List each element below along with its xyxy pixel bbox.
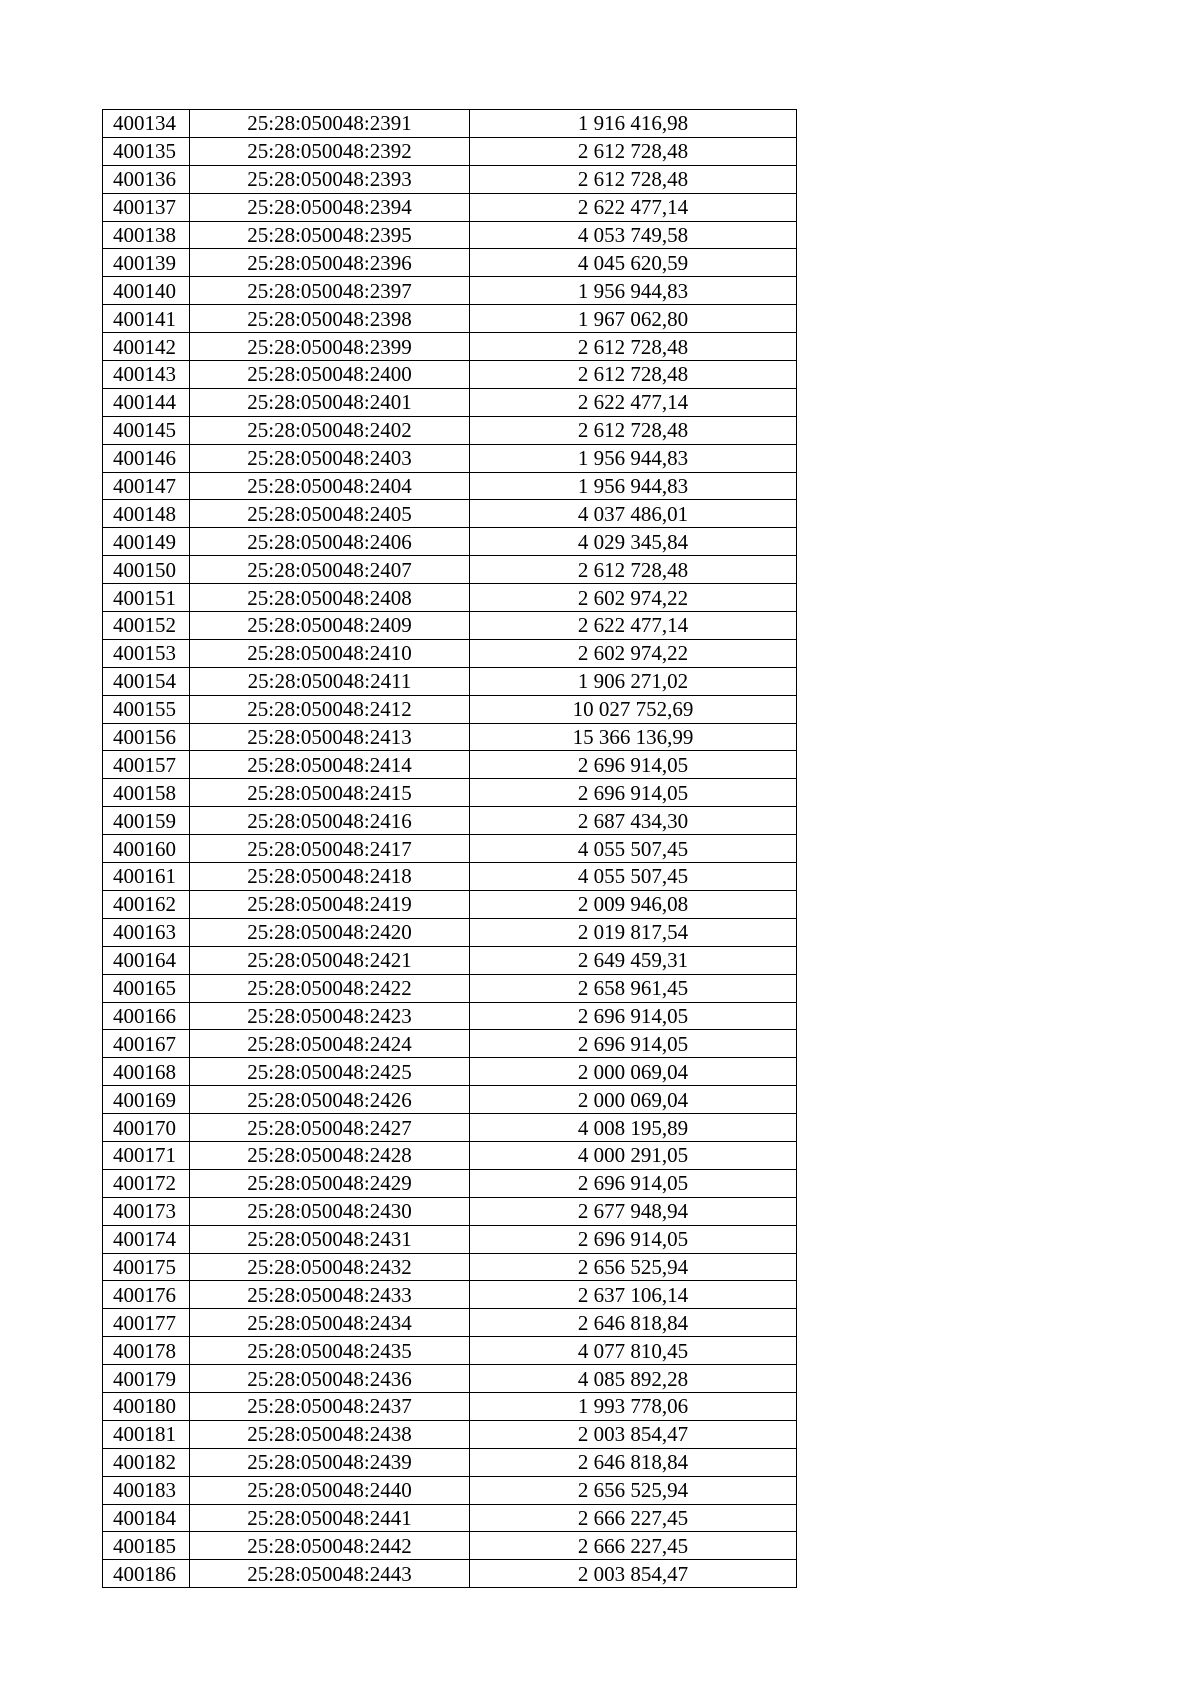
cadastral-value-cell: 2 646 818,84 bbox=[470, 1309, 797, 1337]
row-number-cell: 400141 bbox=[103, 305, 190, 333]
cadastral-number-cell: 25:28:050048:2439 bbox=[190, 1448, 470, 1476]
row-number-cell: 400166 bbox=[103, 1002, 190, 1030]
cadastral-value-cell: 2 677 948,94 bbox=[470, 1197, 797, 1225]
row-number-cell: 400140 bbox=[103, 277, 190, 305]
table-row bbox=[103, 444, 797, 472]
row-number-cell: 400177 bbox=[103, 1309, 190, 1337]
cadastral-number-cell: 25:28:050048:2409 bbox=[190, 612, 470, 640]
cadastral-number-cell: 25:28:050048:2432 bbox=[190, 1253, 470, 1281]
row-number-cell: 400169 bbox=[103, 1086, 190, 1114]
cadastral-number-cell: 25:28:050048:2443 bbox=[190, 1560, 470, 1588]
table-row bbox=[103, 863, 797, 891]
cadastral-number-cell: 25:28:050048:2434 bbox=[190, 1309, 470, 1337]
cadastral-value-cell: 2 003 854,47 bbox=[470, 1420, 797, 1448]
row-number-cell: 400145 bbox=[103, 416, 190, 444]
table-row bbox=[103, 110, 797, 138]
cadastral-number-cell: 25:28:050048:2402 bbox=[190, 416, 470, 444]
cadastral-number-cell: 25:28:050048:2413 bbox=[190, 723, 470, 751]
row-number-cell: 400146 bbox=[103, 444, 190, 472]
row-number-cell: 400176 bbox=[103, 1281, 190, 1309]
cadastral-value-cell: 4 008 195,89 bbox=[470, 1114, 797, 1142]
row-number-cell: 400139 bbox=[103, 249, 190, 277]
cadastral-value-cell: 1 916 416,98 bbox=[470, 110, 797, 138]
cadastral-value-cell: 2 612 728,48 bbox=[470, 165, 797, 193]
row-number-cell: 400160 bbox=[103, 835, 190, 863]
cadastral-value-cell: 4 085 892,28 bbox=[470, 1365, 797, 1393]
row-number-cell: 400135 bbox=[103, 137, 190, 165]
cadastral-number-cell: 25:28:050048:2422 bbox=[190, 974, 470, 1002]
cadastral-value-cell: 1 956 944,83 bbox=[470, 444, 797, 472]
table-row bbox=[103, 974, 797, 1002]
table-row bbox=[103, 333, 797, 361]
cadastral-value-cell: 2 649 459,31 bbox=[470, 946, 797, 974]
cadastral-number-cell: 25:28:050048:2391 bbox=[190, 110, 470, 138]
table-row bbox=[103, 1560, 797, 1588]
cadastral-number-cell: 25:28:050048:2408 bbox=[190, 584, 470, 612]
row-number-cell: 400184 bbox=[103, 1504, 190, 1532]
table-row bbox=[103, 695, 797, 723]
table-row bbox=[103, 612, 797, 640]
table-row bbox=[103, 249, 797, 277]
cadastral-value-cell: 1 993 778,06 bbox=[470, 1392, 797, 1420]
row-number-cell: 400163 bbox=[103, 918, 190, 946]
row-number-cell: 400134 bbox=[103, 110, 190, 138]
row-number-cell: 400175 bbox=[103, 1253, 190, 1281]
cadastral-number-cell: 25:28:050048:2423 bbox=[190, 1002, 470, 1030]
cadastral-value-cell: 1 906 271,02 bbox=[470, 667, 797, 695]
table-row bbox=[103, 639, 797, 667]
row-number-cell: 400186 bbox=[103, 1560, 190, 1588]
row-number-cell: 400173 bbox=[103, 1197, 190, 1225]
cadastral-value-cell: 2 602 974,22 bbox=[470, 639, 797, 667]
cadastral-value-cell: 2 009 946,08 bbox=[470, 890, 797, 918]
cadastral-number-cell: 25:28:050048:2419 bbox=[190, 890, 470, 918]
table-row bbox=[103, 1225, 797, 1253]
cadastral-number-cell: 25:28:050048:2398 bbox=[190, 305, 470, 333]
table-row bbox=[103, 416, 797, 444]
row-number-cell: 400179 bbox=[103, 1365, 190, 1393]
cadastral-value-cell: 2 612 728,48 bbox=[470, 556, 797, 584]
cadastral-value-cell: 2 696 914,05 bbox=[470, 1002, 797, 1030]
cadastral-number-cell: 25:28:050048:2394 bbox=[190, 193, 470, 221]
row-number-cell: 400147 bbox=[103, 472, 190, 500]
cadastral-value-cell: 2 658 961,45 bbox=[470, 974, 797, 1002]
cadastral-number-cell: 25:28:050048:2435 bbox=[190, 1337, 470, 1365]
table-row bbox=[103, 1392, 797, 1420]
cadastral-number-cell: 25:28:050048:2420 bbox=[190, 918, 470, 946]
table-row bbox=[103, 835, 797, 863]
cadastral-value-cell: 2 696 914,05 bbox=[470, 779, 797, 807]
cadastral-value-cell: 2 019 817,54 bbox=[470, 918, 797, 946]
cadastral-number-cell: 25:28:050048:2407 bbox=[190, 556, 470, 584]
table-row bbox=[103, 1114, 797, 1142]
table-row bbox=[103, 751, 797, 779]
row-number-cell: 400149 bbox=[103, 528, 190, 556]
cadastral-number-cell: 25:28:050048:2421 bbox=[190, 946, 470, 974]
row-number-cell: 400172 bbox=[103, 1169, 190, 1197]
row-number-cell: 400178 bbox=[103, 1337, 190, 1365]
table-row bbox=[103, 1141, 797, 1169]
cadastral-value-cell: 2 696 914,05 bbox=[470, 1169, 797, 1197]
table-row bbox=[103, 1476, 797, 1504]
table-row bbox=[103, 528, 797, 556]
row-number-cell: 400148 bbox=[103, 500, 190, 528]
table-row bbox=[103, 1281, 797, 1309]
cadastral-number-cell: 25:28:050048:2392 bbox=[190, 137, 470, 165]
cadastral-number-cell: 25:28:050048:2437 bbox=[190, 1392, 470, 1420]
row-number-cell: 400152 bbox=[103, 612, 190, 640]
cadastral-value-cell: 4 077 810,45 bbox=[470, 1337, 797, 1365]
row-number-cell: 400136 bbox=[103, 165, 190, 193]
table-row bbox=[103, 1169, 797, 1197]
cadastral-value-cell: 2 612 728,48 bbox=[470, 333, 797, 361]
cadastral-value-cell: 2 003 854,47 bbox=[470, 1560, 797, 1588]
table-row bbox=[103, 1309, 797, 1337]
cadastral-value-cell: 2 666 227,45 bbox=[470, 1532, 797, 1560]
table-row bbox=[103, 1504, 797, 1532]
row-number-cell: 400158 bbox=[103, 779, 190, 807]
table-body bbox=[103, 110, 797, 1588]
cadastral-value-cell: 2 656 525,94 bbox=[470, 1253, 797, 1281]
table-row bbox=[103, 193, 797, 221]
table-row bbox=[103, 1420, 797, 1448]
cadastral-number-cell: 25:28:050048:2396 bbox=[190, 249, 470, 277]
cadastral-number-cell: 25:28:050048:2401 bbox=[190, 388, 470, 416]
cadastral-value-cell: 10 027 752,69 bbox=[470, 695, 797, 723]
cadastral-number-cell: 25:28:050048:2397 bbox=[190, 277, 470, 305]
row-number-cell: 400157 bbox=[103, 751, 190, 779]
cadastral-value-cell: 2 646 818,84 bbox=[470, 1448, 797, 1476]
cadastral-value-cell: 4 029 345,84 bbox=[470, 528, 797, 556]
row-number-cell: 400162 bbox=[103, 890, 190, 918]
row-number-cell: 400170 bbox=[103, 1114, 190, 1142]
cadastral-number-cell: 25:28:050048:2436 bbox=[190, 1365, 470, 1393]
cadastral-number-cell: 25:28:050048:2431 bbox=[190, 1225, 470, 1253]
cadastral-number-cell: 25:28:050048:2412 bbox=[190, 695, 470, 723]
cadastral-number-cell: 25:28:050048:2428 bbox=[190, 1141, 470, 1169]
row-number-cell: 400161 bbox=[103, 863, 190, 891]
row-number-cell: 400180 bbox=[103, 1392, 190, 1420]
cadastral-value-cell: 1 956 944,83 bbox=[470, 277, 797, 305]
cadastral-number-cell: 25:28:050048:2410 bbox=[190, 639, 470, 667]
cadastral-number-cell: 25:28:050048:2426 bbox=[190, 1086, 470, 1114]
cadastral-value-cell: 2 696 914,05 bbox=[470, 1030, 797, 1058]
row-number-cell: 400167 bbox=[103, 1030, 190, 1058]
cadastral-value-cell: 2 696 914,05 bbox=[470, 1225, 797, 1253]
row-number-cell: 400151 bbox=[103, 584, 190, 612]
cadastral-number-cell: 25:28:050048:2400 bbox=[190, 361, 470, 389]
row-number-cell: 400183 bbox=[103, 1476, 190, 1504]
table-row bbox=[103, 1197, 797, 1225]
cadastral-value-cell: 2 602 974,22 bbox=[470, 584, 797, 612]
cadastral-number-cell: 25:28:050048:2404 bbox=[190, 472, 470, 500]
cadastral-number-cell: 25:28:050048:2438 bbox=[190, 1420, 470, 1448]
cadastral-number-cell: 25:28:050048:2406 bbox=[190, 528, 470, 556]
cadastral-value-cell: 2 696 914,05 bbox=[470, 751, 797, 779]
cadastral-number-cell: 25:28:050048:2417 bbox=[190, 835, 470, 863]
row-number-cell: 400159 bbox=[103, 807, 190, 835]
row-number-cell: 400181 bbox=[103, 1420, 190, 1448]
row-number-cell: 400164 bbox=[103, 946, 190, 974]
table-row bbox=[103, 277, 797, 305]
table-row bbox=[103, 946, 797, 974]
table-row bbox=[103, 1030, 797, 1058]
table-row bbox=[103, 221, 797, 249]
cadastral-value-cell: 2 622 477,14 bbox=[470, 612, 797, 640]
cadastral-number-cell: 25:28:050048:2442 bbox=[190, 1532, 470, 1560]
row-number-cell: 400142 bbox=[103, 333, 190, 361]
table-row bbox=[103, 890, 797, 918]
table-row bbox=[103, 361, 797, 389]
row-number-cell: 400168 bbox=[103, 1058, 190, 1086]
table-row bbox=[103, 1086, 797, 1114]
table-row bbox=[103, 807, 797, 835]
cadastral-value-cell: 1 967 062,80 bbox=[470, 305, 797, 333]
cadastral-value-cell: 2 000 069,04 bbox=[470, 1058, 797, 1086]
cadastral-number-cell: 25:28:050048:2411 bbox=[190, 667, 470, 695]
cadastral-value-cell: 2 612 728,48 bbox=[470, 361, 797, 389]
cadastral-value-cell: 2 622 477,14 bbox=[470, 193, 797, 221]
table-row bbox=[103, 779, 797, 807]
row-number-cell: 400185 bbox=[103, 1532, 190, 1560]
row-number-cell: 400153 bbox=[103, 639, 190, 667]
table-row bbox=[103, 1448, 797, 1476]
cadastral-value-cell: 2 656 525,94 bbox=[470, 1476, 797, 1504]
cadastral-value-cell: 4 000 291,05 bbox=[470, 1141, 797, 1169]
row-number-cell: 400165 bbox=[103, 974, 190, 1002]
table-row bbox=[103, 1002, 797, 1030]
table-row bbox=[103, 667, 797, 695]
row-number-cell: 400150 bbox=[103, 556, 190, 584]
table-row bbox=[103, 1532, 797, 1560]
row-number-cell: 400155 bbox=[103, 695, 190, 723]
cadastral-number-cell: 25:28:050048:2441 bbox=[190, 1504, 470, 1532]
cadastral-value-cell: 2 637 106,14 bbox=[470, 1281, 797, 1309]
row-number-cell: 400143 bbox=[103, 361, 190, 389]
row-number-cell: 400174 bbox=[103, 1225, 190, 1253]
table-row bbox=[103, 556, 797, 584]
cadastral-number-cell: 25:28:050048:2415 bbox=[190, 779, 470, 807]
cadastral-number-cell: 25:28:050048:2430 bbox=[190, 1197, 470, 1225]
table-row bbox=[103, 137, 797, 165]
cadastral-value-cell: 4 055 507,45 bbox=[470, 835, 797, 863]
row-number-cell: 400144 bbox=[103, 388, 190, 416]
cadastral-number-cell: 25:28:050048:2429 bbox=[190, 1169, 470, 1197]
cadastral-value-cell: 2 666 227,45 bbox=[470, 1504, 797, 1532]
cadastral-number-cell: 25:28:050048:2433 bbox=[190, 1281, 470, 1309]
cadastral-number-cell: 25:28:050048:2427 bbox=[190, 1114, 470, 1142]
table-row bbox=[103, 918, 797, 946]
table-row bbox=[103, 723, 797, 751]
cadastral-value-cell: 2 612 728,48 bbox=[470, 416, 797, 444]
row-number-cell: 400137 bbox=[103, 193, 190, 221]
cadastral-number-cell: 25:28:050048:2405 bbox=[190, 500, 470, 528]
table-row bbox=[103, 472, 797, 500]
cadastral-value-cell: 4 045 620,59 bbox=[470, 249, 797, 277]
cadastral-number-cell: 25:28:050048:2414 bbox=[190, 751, 470, 779]
cadastral-number-cell: 25:28:050048:2440 bbox=[190, 1476, 470, 1504]
cadastral-number-cell: 25:28:050048:2424 bbox=[190, 1030, 470, 1058]
row-number-cell: 400154 bbox=[103, 667, 190, 695]
cadastral-number-cell: 25:28:050048:2393 bbox=[190, 165, 470, 193]
table-row bbox=[103, 388, 797, 416]
cadastral-number-cell: 25:28:050048:2425 bbox=[190, 1058, 470, 1086]
cadastral-value-cell: 2 687 434,30 bbox=[470, 807, 797, 835]
cadastral-value-cell: 4 055 507,45 bbox=[470, 863, 797, 891]
cadastral-number-cell: 25:28:050048:2416 bbox=[190, 807, 470, 835]
table-row bbox=[103, 1365, 797, 1393]
cadastral-number-cell: 25:28:050048:2403 bbox=[190, 444, 470, 472]
row-number-cell: 400182 bbox=[103, 1448, 190, 1476]
cadastral-value-cell: 2 622 477,14 bbox=[470, 388, 797, 416]
cadastral-value-cell: 15 366 136,99 bbox=[470, 723, 797, 751]
cadastral-number-cell: 25:28:050048:2418 bbox=[190, 863, 470, 891]
table-row bbox=[103, 500, 797, 528]
cadastral-value-cell: 2 612 728,48 bbox=[470, 137, 797, 165]
table-row bbox=[103, 1058, 797, 1086]
table-row bbox=[103, 305, 797, 333]
cadastral-number-cell: 25:28:050048:2395 bbox=[190, 221, 470, 249]
cadastral-value-cell: 2 000 069,04 bbox=[470, 1086, 797, 1114]
table-row bbox=[103, 1253, 797, 1281]
table-row bbox=[103, 1337, 797, 1365]
table-row bbox=[103, 584, 797, 612]
cadastral-number-cell: 25:28:050048:2399 bbox=[190, 333, 470, 361]
cadastral-value-cell: 4 037 486,01 bbox=[470, 500, 797, 528]
row-number-cell: 400138 bbox=[103, 221, 190, 249]
cadastral-value-cell: 1 956 944,83 bbox=[470, 472, 797, 500]
row-number-cell: 400156 bbox=[103, 723, 190, 751]
cadastral-value-cell: 4 053 749,58 bbox=[470, 221, 797, 249]
row-number-cell: 400171 bbox=[103, 1141, 190, 1169]
cadastral-value-table bbox=[102, 109, 797, 1588]
table-row bbox=[103, 165, 797, 193]
